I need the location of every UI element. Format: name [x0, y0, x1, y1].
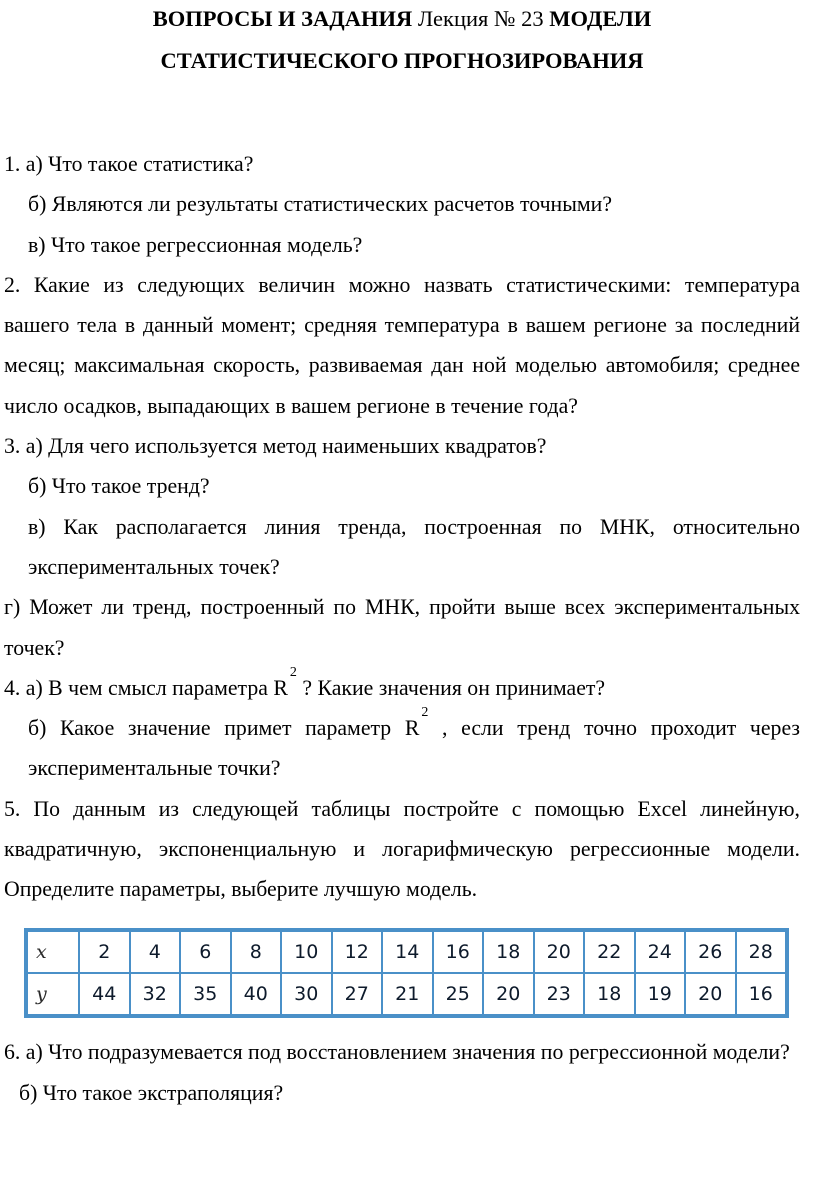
table-cell-x: 22 [584, 931, 635, 973]
table-cell-x: 26 [685, 931, 736, 973]
table-cell-y: 21 [382, 973, 433, 1015]
table-cell-y: 44 [79, 973, 130, 1015]
table-cell-y: 20 [685, 973, 736, 1015]
question-4b-superscript: 2 [421, 705, 429, 721]
table-cell-x: 24 [635, 931, 686, 973]
title-line-1 [4, 0, 800, 40]
table-cell-x: 14 [382, 931, 433, 973]
questions-list [4, 144, 800, 1113]
question-3c: в) Как располагается линия тренда, построенная по МНК, относительно экспериментальных точек? [28, 514, 800, 579]
question-3b: б) Что такое тренд? [28, 474, 210, 499]
question-4a-text-end: ? Какие значения он принимает? [296, 675, 606, 700]
question-5: 5. По данным из следующей таблицы постройте с помощью Excel линейную, квадратичную, экспоненциальную и логарифмическую регрессионные модели. Определите параметры, выберите лучшую модель. [4, 796, 800, 902]
table-cell-x: 2 [79, 931, 130, 973]
table-cell-x: 28 [736, 931, 787, 973]
table-cell-x: 8 [231, 931, 282, 973]
question-4b-text-end: , если тренд точно проходит через экспериментальные точки? [28, 716, 801, 781]
question-4b [4, 705, 801, 789]
question-4a-superscript: 2 [289, 664, 297, 680]
question-6a: 6. а) Что подразумевается под восстановлением значения по регрессионной модели? [4, 1040, 790, 1065]
question-4a [4, 664, 800, 708]
table-cell-x: 16 [433, 931, 484, 973]
table-cell-y: 25 [433, 973, 484, 1015]
table-cell-y: 35 [180, 973, 231, 1015]
table-cell-x: 20 [534, 931, 585, 973]
document-page [4, 0, 800, 1113]
question-3d: г) Может ли тренд, построенный по МНК, пройти выше всех экспериментальных точек? [4, 595, 800, 660]
table-row-y [27, 973, 786, 1015]
table-cell-x: 18 [483, 931, 534, 973]
data-table-container [24, 928, 789, 1019]
table-cell-y: 19 [635, 973, 686, 1015]
table-cell-y: 20 [483, 973, 534, 1015]
table-cell-x: 10 [281, 931, 332, 973]
question-1b: б) Являются ли результаты статистических расчетов точными? [28, 192, 613, 217]
question-3a: 3. а) Для чего используется метод наименьших квадратов? [4, 434, 547, 459]
question-2: 2. Какие из следующих величин можно назвать статистическими: температура вашего тела в данный момент; средняя температура в вашем регионе за последний месяц; максимальная скорость, развиваемая дан ной моделью автомобиля; среднее число осадков, выпадающих в вашем регионе в течение года? [4, 272, 800, 418]
table-cell-y: 18 [584, 973, 635, 1015]
question-6b: б) Что такое экстраполяция? [19, 1080, 284, 1105]
table-cell-x: 12 [332, 931, 383, 973]
question-4a-text: 4. а) В чем смысл параметра R [4, 675, 288, 700]
title-part-4: СТАТИСТИЧЕСКОГО ПРОГНОЗИРОВАНИЯ [160, 48, 644, 73]
table-cell-x: 6 [180, 931, 231, 973]
table-cell-y: 27 [332, 973, 383, 1015]
table-header-x: x [27, 931, 79, 973]
question-4b-text: б) Какое значение примет параметр R [28, 716, 420, 741]
table-row-x [27, 931, 786, 973]
title-part-1: ВОПРОСЫ И ЗАДАНИЯ [152, 6, 413, 31]
table-header-y: y [27, 973, 79, 1015]
question-1c: в) Что такое регрессионная модель? [28, 232, 363, 257]
document-title [4, 0, 800, 82]
table-cell-y: 30 [281, 973, 332, 1015]
title-part-2: Лекция № 23 [417, 6, 544, 31]
table-cell-y: 16 [736, 973, 787, 1015]
table-cell-y: 23 [534, 973, 585, 1015]
question-1a: 1. а) Что такое статистика? [4, 152, 254, 176]
table-cell-x: 4 [130, 931, 181, 973]
table-cell-y: 40 [231, 973, 282, 1015]
title-part-3: МОДЕЛИ [549, 6, 652, 31]
title-line-2 [4, 40, 800, 82]
table-cell-y: 32 [130, 973, 181, 1015]
data-table [26, 930, 787, 1017]
